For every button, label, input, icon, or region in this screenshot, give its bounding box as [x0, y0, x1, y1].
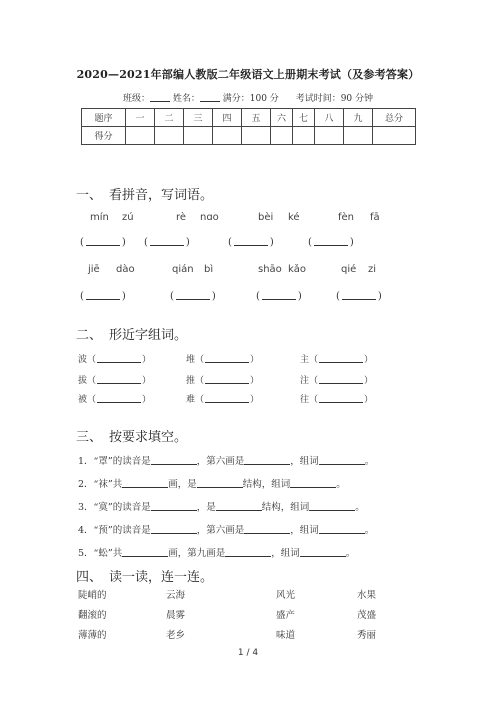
match-word[interactable]: 云海: [166, 590, 186, 601]
score-cell[interactable]: [373, 127, 416, 145]
pinyin: zú: [122, 212, 134, 223]
page-number: 1 / 4: [237, 648, 259, 658]
answer-paren[interactable]: ( ): [80, 237, 126, 248]
score-header-cell: 总分: [373, 109, 416, 127]
score-table-score-row: [82, 127, 416, 145]
answer-blank[interactable]: [319, 524, 365, 534]
page-title: 2020—2021年部编人教版二年级语文上册期末考试（及参考答案）: [76, 68, 420, 81]
pinyin: mín: [90, 212, 109, 223]
score-cell[interactable]: [293, 127, 315, 145]
answer-blank[interactable]: [300, 547, 346, 557]
score-header-cell: 七: [293, 109, 315, 127]
answer-blank[interactable]: [151, 501, 197, 511]
match-word[interactable]: 翻滚的: [78, 610, 107, 621]
score-table-header-row: [82, 109, 416, 127]
class-blank[interactable]: [150, 92, 170, 102]
similar-char-item[interactable]: 主（ ）: [300, 355, 374, 365]
pinyin: dào: [116, 264, 135, 275]
score-header-cell: 五: [242, 109, 271, 127]
similar-char-item[interactable]: 波（ ）: [78, 355, 152, 365]
answer-blank[interactable]: [309, 501, 355, 511]
score-header-cell: 八: [315, 109, 344, 127]
match-word[interactable]: 晨雾: [166, 610, 186, 621]
score-cell[interactable]: [271, 127, 293, 145]
pinyin: kǎo: [288, 264, 307, 275]
fill-question: 5．“蚣”共 画，第九画是 ，组词 。: [78, 548, 356, 559]
pinyin: rè: [176, 212, 187, 223]
match-word[interactable]: 老乡: [166, 630, 186, 641]
similar-char-item[interactable]: 注（ ）: [300, 376, 374, 386]
similar-char-item[interactable]: 难（ ）: [186, 395, 260, 405]
score-header-cell: 四: [213, 109, 242, 127]
answer-blank[interactable]: [122, 547, 168, 557]
score-cell[interactable]: [184, 127, 213, 145]
answer-blank[interactable]: [290, 478, 336, 488]
answer-paren[interactable]: ( ): [256, 291, 302, 302]
section-4-heading: 四、 读一读，连一连。: [76, 570, 214, 585]
answer-paren[interactable]: ( ): [144, 237, 190, 248]
pinyin: qián: [172, 264, 194, 275]
answer-blank[interactable]: [319, 455, 365, 465]
exam-info-line: [0, 91, 496, 104]
answer-blank[interactable]: [122, 478, 168, 488]
full-score: 满分：100 分: [222, 94, 279, 104]
name-label: 姓名：: [172, 94, 200, 104]
answer-blank[interactable]: [244, 455, 290, 465]
score-header-cell: 三: [184, 109, 213, 127]
score-row-label: 得分: [82, 127, 126, 145]
answer-paren[interactable]: ( ): [170, 291, 216, 302]
similar-char-item[interactable]: 往（ ）: [300, 395, 374, 405]
answer-blank[interactable]: [225, 547, 271, 557]
fill-question: 4．“预”的读音是 ，第六画是 ，组词 。: [78, 525, 375, 536]
answer-blank[interactable]: [151, 455, 197, 465]
score-cell[interactable]: [242, 127, 271, 145]
similar-char-item[interactable]: 堆（ ）: [186, 355, 260, 365]
score-cell[interactable]: [344, 127, 373, 145]
pinyin: zi: [368, 264, 377, 275]
exam-time: 考试时间：90 分钟: [295, 94, 374, 104]
fill-question: 1．“罩”的读音是 ，第六画是 ，组词 。: [78, 456, 375, 467]
answer-blank[interactable]: [244, 524, 290, 534]
pinyin: qié: [341, 264, 357, 275]
answer-paren[interactable]: ( ): [80, 291, 126, 302]
score-header-cell: 二: [155, 109, 184, 127]
fill-question: 2．“袜”共 画，是 结构，组词 。: [78, 479, 346, 490]
match-word[interactable]: 陡峭的: [78, 590, 107, 601]
pinyin: bèi: [258, 212, 274, 223]
similar-char-item[interactable]: 被（ ）: [78, 395, 152, 405]
section-1-heading: 一、 看拼音，写词语。: [76, 188, 214, 203]
answer-paren[interactable]: ( ): [336, 291, 382, 302]
score-cell[interactable]: [315, 127, 344, 145]
score-table: [81, 108, 416, 145]
score-cell[interactable]: [155, 127, 184, 145]
pinyin: bì: [204, 264, 214, 275]
match-word[interactable]: 味道: [276, 630, 296, 641]
answer-blank[interactable]: [151, 524, 197, 534]
similar-char-item[interactable]: 拔（ ）: [78, 376, 152, 386]
match-word[interactable]: 风光: [276, 590, 296, 601]
section-2-heading: 二、 形近字组词。: [76, 328, 188, 343]
pinyin: fèn: [338, 212, 355, 223]
pinyin: ké: [288, 212, 300, 223]
pinyin: nɑo: [200, 212, 219, 223]
score-header-cell: 一: [126, 109, 155, 127]
fill-question: 3．“寞”的读音是 ，是 结构，组词 。: [78, 502, 365, 513]
score-cell[interactable]: [213, 127, 242, 145]
answer-blank[interactable]: [197, 478, 243, 488]
section-3-heading: 三、 按要求填空。: [76, 430, 188, 445]
pinyin: shāo: [258, 264, 282, 275]
answer-paren[interactable]: ( ): [228, 237, 274, 248]
score-header-cell: 六: [271, 109, 293, 127]
answer-blank[interactable]: [216, 501, 262, 511]
pinyin: fā: [370, 212, 380, 223]
match-word[interactable]: 茂盛: [357, 610, 377, 621]
answer-paren[interactable]: ( ): [308, 237, 354, 248]
score-header-cell: 九: [344, 109, 373, 127]
match-word[interactable]: 水果: [357, 590, 377, 601]
score-header-cell: 题序: [82, 109, 126, 127]
match-word[interactable]: 秀丽: [357, 630, 377, 641]
score-cell[interactable]: [126, 127, 155, 145]
similar-char-item[interactable]: 推（ ）: [186, 376, 260, 386]
match-word[interactable]: 薄薄的: [78, 630, 107, 641]
pinyin: jiē: [88, 264, 100, 275]
name-blank[interactable]: [200, 92, 220, 102]
class-label: 班级：: [122, 94, 150, 104]
match-word[interactable]: 盛产: [276, 610, 296, 621]
